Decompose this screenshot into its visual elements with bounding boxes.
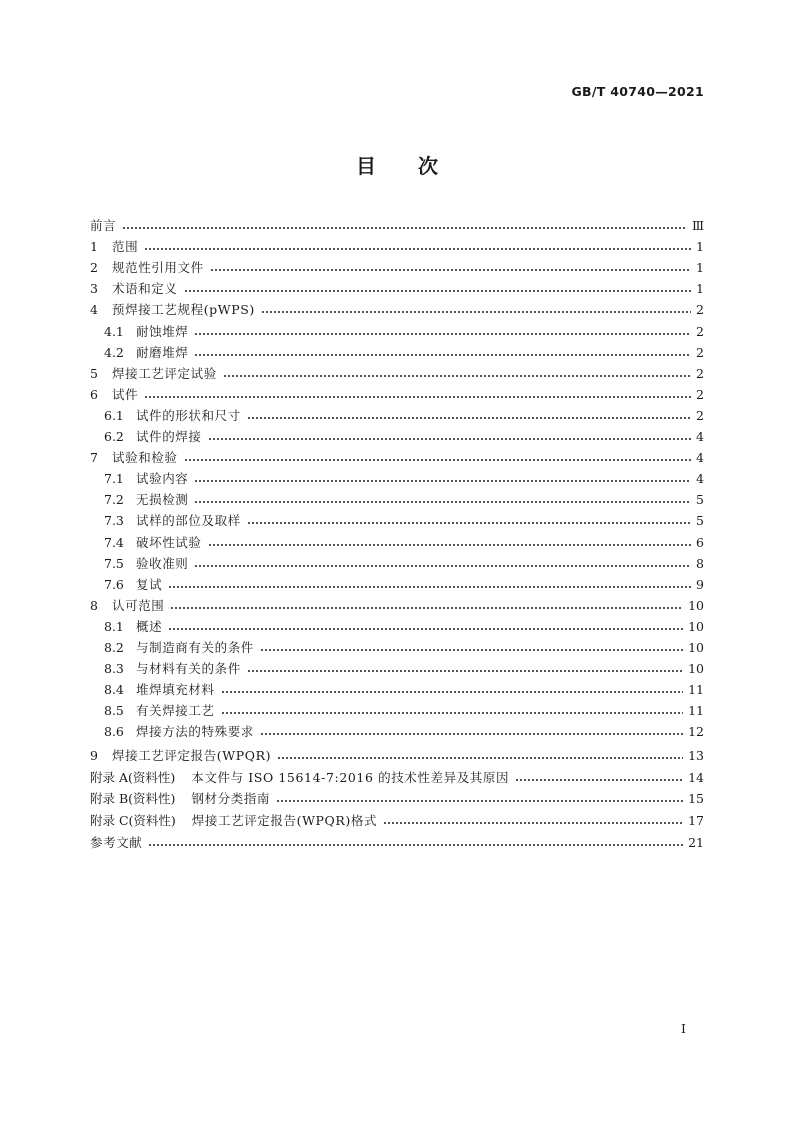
toc-entry-number: 8.1 — [104, 618, 124, 634]
toc-entry-label: 试件的形状和尺寸 — [136, 407, 241, 423]
toc-leader-dots — [221, 712, 683, 714]
toc-entry-page: 2 — [696, 302, 704, 318]
toc-entry-page: 2 — [696, 407, 704, 423]
toc-entry[interactable] — [90, 812, 704, 830]
toc-leader-dots — [261, 311, 691, 313]
toc-entry-label: 试件的焊接 — [136, 429, 202, 444]
toc-entry-page: 2 — [696, 344, 704, 360]
toc-entry-label: 试件 — [112, 386, 139, 402]
toc-entry-number: 4.1 — [104, 323, 124, 339]
toc-leader-dots — [194, 565, 691, 567]
standard-code: GB/T 40740—2021 — [571, 84, 704, 99]
toc-entry-page: 1 — [696, 281, 704, 297]
toc-entry[interactable] — [90, 386, 704, 404]
toc-entry-number: 附录 B(资料性) — [90, 791, 176, 807]
toc-entry[interactable] — [90, 597, 704, 615]
toc-entry-label: 范围 — [112, 239, 139, 255]
toc-entry-page: 15 — [688, 791, 704, 807]
toc-entry-label: 验收准则 — [136, 555, 189, 571]
toc-leader-dots — [247, 670, 683, 672]
toc-entry-label: 焊接方法的特殊要求 — [136, 724, 254, 740]
toc-entry[interactable] — [90, 217, 704, 235]
toc-entry-number: 8 — [90, 597, 98, 613]
toc-entry-page: 10 — [688, 661, 704, 677]
toc-entry-page: 6 — [696, 534, 704, 550]
toc-entry-number: 8.5 — [104, 703, 124, 719]
toc-entry-number: 8.4 — [104, 682, 124, 698]
toc-entry-page: 1 — [696, 260, 704, 276]
toc-leader-dots — [168, 586, 691, 588]
toc-entry[interactable] — [90, 834, 704, 852]
toc-leader-dots — [247, 417, 691, 419]
toc-entry[interactable] — [90, 301, 704, 319]
toc-entry[interactable] — [90, 238, 704, 256]
toc-entry[interactable] — [104, 681, 704, 699]
toc-leader-dots — [208, 544, 691, 546]
toc-entry-number: 4 — [90, 302, 98, 318]
toc-leader-dots — [223, 375, 691, 377]
toc-entry-number: 6.1 — [104, 407, 124, 423]
toc-entry-page: 5 — [696, 492, 704, 508]
toc-leader-dots — [276, 800, 683, 802]
toc-leader-dots — [184, 290, 691, 292]
toc-entry-number: 7.1 — [104, 471, 124, 487]
toc-entry-page: 13 — [688, 748, 704, 763]
toc-entry[interactable] — [104, 555, 704, 573]
toc-entry[interactable] — [104, 639, 704, 657]
toc-leader-dots — [221, 691, 683, 693]
toc-leader-dots — [210, 269, 691, 271]
toc-entry-label: 与制造商有关的条件 — [136, 640, 254, 655]
toc-entry-label: 预焊接工艺规程(pWPS) — [112, 302, 255, 318]
toc-leader-dots — [383, 822, 683, 824]
toc-entry-number: 6.2 — [104, 429, 124, 444]
toc-entry-label: 耐磨堆焊 — [136, 344, 189, 360]
toc-entry-number: 7.6 — [104, 576, 124, 592]
toc-entry-label: 堆焊填充材料 — [136, 682, 215, 698]
toc-entry-page: 10 — [688, 640, 704, 655]
toc-entry-label: 耐蚀堆焊 — [136, 323, 189, 339]
toc-leader-dots — [144, 248, 691, 250]
toc-leader-dots — [170, 607, 683, 609]
toc-entry-label: 试样的部位及取样 — [136, 513, 241, 529]
toc-entry-label: 概述 — [136, 618, 163, 634]
toc-entry[interactable] — [104, 323, 704, 341]
toc-entry-number: 7.5 — [104, 555, 124, 571]
toc-entry-number: 7.3 — [104, 513, 124, 529]
toc-entry[interactable] — [104, 407, 704, 425]
toc-entry[interactable] — [104, 491, 704, 509]
toc-leader-dots — [247, 522, 691, 524]
toc-entry-label: 无损检测 — [136, 492, 189, 508]
toc-entry-label: 参考文献 — [90, 834, 143, 850]
toc-entry[interactable] — [104, 576, 704, 594]
toc-leader-dots — [194, 480, 691, 482]
toc-entry[interactable] — [104, 618, 704, 636]
toc-entry[interactable] — [104, 344, 704, 362]
toc-entry-page: 10 — [688, 597, 704, 613]
toc-entry-number: 9 — [90, 748, 98, 763]
toc-leader-dots — [208, 438, 691, 440]
toc-entry-label: 前言 — [90, 218, 117, 233]
toc-entry-number: 8.2 — [104, 640, 124, 655]
toc-leader-dots — [148, 844, 683, 846]
toc-entry[interactable] — [90, 449, 704, 467]
toc-entry-label: 规范性引用文件 — [112, 260, 204, 276]
toc-entry-label: 破坏性试验 — [136, 534, 202, 550]
toc-leader-dots — [194, 354, 691, 356]
toc-entry[interactable] — [90, 769, 704, 787]
toc-entry-label: 术语和定义 — [112, 281, 178, 297]
toc-entry[interactable] — [104, 723, 704, 741]
toc-entry-page: Ⅲ — [691, 218, 704, 233]
toc-entry-page: 11 — [688, 682, 704, 698]
toc-entry-number: 附录 C(资料性) — [90, 813, 176, 829]
toc-leader-dots — [515, 779, 683, 781]
toc-entry-number: 6 — [90, 386, 98, 402]
toc-entry-page: 14 — [688, 769, 704, 785]
toc-leader-dots — [260, 649, 683, 651]
toc-entry-number: 7.2 — [104, 492, 124, 508]
toc-entry-number: 8.3 — [104, 661, 124, 677]
toc-entry-page: 2 — [696, 386, 704, 402]
toc-leader-dots — [144, 396, 691, 398]
toc-entry-label: 焊接工艺评定报告(WPQR) — [112, 748, 272, 763]
toc-entry-page: 1 — [696, 239, 704, 255]
toc-entry-page: 9 — [696, 576, 704, 592]
toc-entry[interactable] — [104, 428, 704, 446]
toc-entry-label: 试验内容 — [136, 471, 189, 487]
toc-entry[interactable] — [90, 365, 704, 383]
toc-entry-label: 复试 — [136, 576, 163, 592]
toc-entry-label: 焊接工艺评定报告(WPQR)格式 — [191, 813, 378, 829]
toc-leader-dots — [277, 757, 683, 759]
toc-entry-number: 附录 A(资料性) — [90, 769, 176, 785]
toc-entry-number: 7.4 — [104, 534, 124, 550]
toc-leader-dots — [194, 501, 691, 503]
toc-entry[interactable] — [90, 280, 704, 298]
toc-entry-label: 与材料有关的条件 — [136, 661, 241, 677]
toc-entry[interactable] — [90, 259, 704, 277]
toc-entry-page: 21 — [688, 834, 704, 850]
toc-entry-page: 2 — [696, 365, 704, 381]
toc-entry-page: 5 — [696, 513, 704, 529]
toc-entry[interactable] — [90, 747, 704, 765]
page-number: I — [681, 1021, 686, 1036]
toc-entry[interactable] — [104, 470, 704, 488]
toc-entry-page: 10 — [688, 618, 704, 634]
toc-entry-label: 焊接工艺评定试验 — [112, 365, 217, 381]
toc-entry-label: 试验和检验 — [112, 450, 178, 466]
toc-entry-label: 认可范围 — [112, 597, 165, 613]
toc-entry-number: 5 — [90, 365, 98, 381]
toc-leader-dots — [122, 227, 687, 229]
toc-entry-page: 4 — [696, 429, 704, 444]
toc-entry-page: 2 — [696, 323, 704, 339]
toc-leader-dots — [184, 459, 691, 461]
toc-entry-label: 本文件与 ISO 15614-7:2016 的技术性差异及其原因 — [191, 769, 510, 785]
toc-entry-number: 4.2 — [104, 344, 124, 360]
toc-entry-label: 有关焊接工艺 — [136, 703, 215, 719]
toc-entry[interactable] — [104, 702, 704, 720]
toc-entry-number: 3 — [90, 281, 98, 297]
toc-entry[interactable] — [104, 512, 704, 530]
toc-title: 目次 — [356, 154, 480, 178]
toc-entry[interactable] — [104, 534, 704, 552]
toc-entry[interactable] — [90, 790, 704, 808]
toc-entry[interactable] — [104, 660, 704, 678]
toc-entry-number: 2 — [90, 260, 98, 276]
toc-entry-number: 7 — [90, 450, 98, 466]
toc-entry-label: 钢材分类指南 — [191, 791, 271, 807]
toc-entry-page: 12 — [688, 724, 704, 740]
toc-leader-dots — [168, 628, 683, 630]
toc-entry-page: 4 — [696, 450, 704, 466]
toc-leader-dots — [260, 733, 683, 735]
toc-entry-number: 1 — [90, 239, 98, 255]
toc-entry-number: 8.6 — [104, 724, 124, 740]
toc-entry-page: 17 — [688, 813, 704, 829]
toc-entry-page: 4 — [696, 471, 704, 487]
toc-leader-dots — [194, 333, 691, 335]
toc-entry-page: 11 — [688, 703, 704, 719]
toc-entry-page: 8 — [696, 555, 704, 571]
